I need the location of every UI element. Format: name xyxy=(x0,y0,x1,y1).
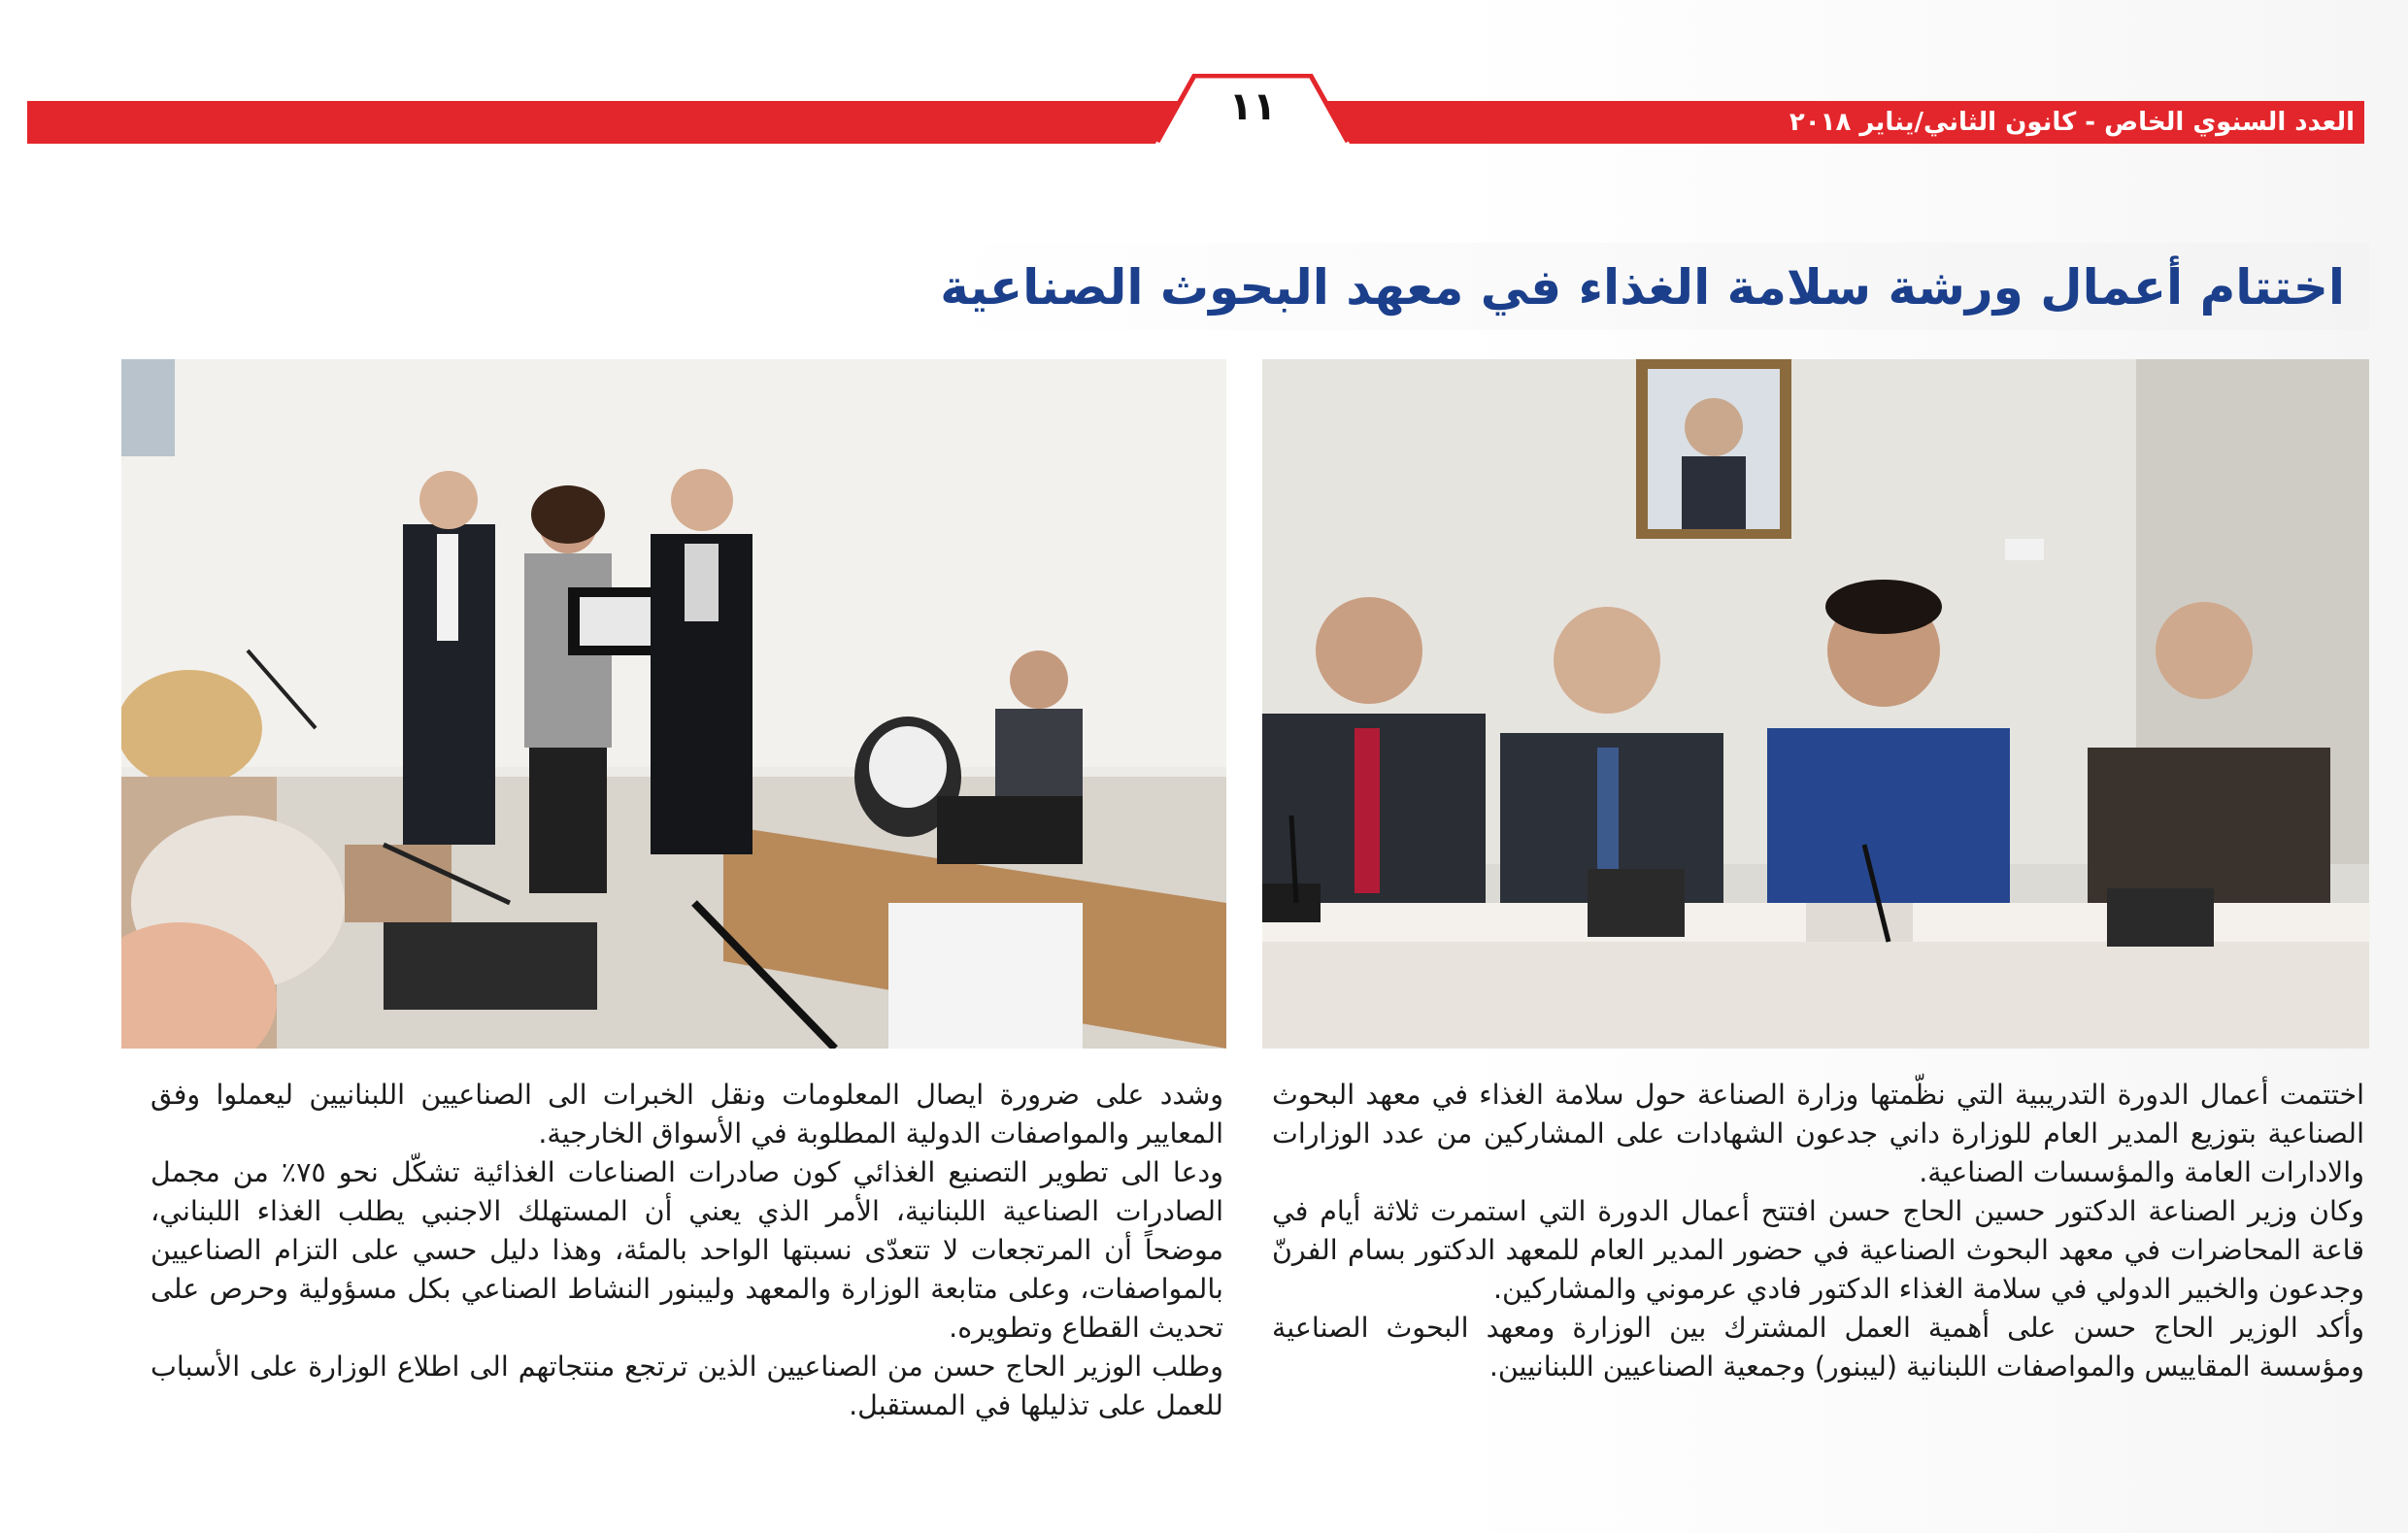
article-column-right xyxy=(1272,1076,2364,1503)
ceremony-certificate-photo xyxy=(121,359,1226,1049)
paragraph: وشدد على ضرورة ايصال المعلومات ونقل الخبرات الى الصناعيين اللبنانيين ليعملوا وفق المعايير والمواصفات الدولية المطلوبة في الأسواق الخارجية. xyxy=(150,1079,1223,1150)
paragraph: وكان وزير الصناعة الدكتور حسين الحاج حسن افتتح أعمال الدورة التي استمرت ثلاثة أيام في قاعة المحاضرات في معهد البحوث الصناعية في حضور المدير العام للمعهد الدكتور بسام الفرنّ وجدعون والخبير الدولي في سلامة الغذاء الدكتور فادي عرموني والمشاركين. xyxy=(1272,1195,2364,1305)
officials-panel-photo xyxy=(1262,359,2369,1049)
paragraph: وطلب الوزير الحاج حسن من الصناعيين الذين ترتجع منتجاتهم الى اطلاع الوزارة على الأسباب للعمل على تذليلها في المستقبل. xyxy=(150,1350,1223,1421)
paragraph: وأكد الوزير الحاج حسن على أهمية العمل المشترك بين الوزارة ومعهد البحوث الصناعية ومؤسسة المقاييس والمواصفات اللبنانية (ليبنور) وجمعية الصناعيين اللبنانيين. xyxy=(1272,1312,2364,1383)
paragraph: اختتمت أعمال الدورة التدريبية التي نظّمتها وزارة الصناعة حول سلامة الغذاء في معهد البحوث الصناعية بتوزيع المدير العام للوزارة داني جدعون الشهادات على المشاركين من عدد الوزارات والادارات العامة والمؤسسات الصناعية. xyxy=(1272,1079,2364,1188)
article-headline: اختتام أعمال ورشة سلامة الغذاء في معهد البحوث الصناعية xyxy=(940,259,2345,316)
issue-date-line: العدد السنوي الخاص - كانون الثاني/يناير ٢٠١٨ xyxy=(1789,108,2355,137)
article-column-left xyxy=(150,1076,1223,1503)
paragraph: ودعا الى تطوير التصنيع الغذائي كون صادرات الصناعات الغذائية تشكّل نحو ٧٥٪ من مجمل الصادرات الصناعية اللبنانية، الأمر الذي يعني أن المستهلك الاجنبي يطلب الغذاء اللبناني، موضحاً أن المرتجعات لا تتعدّى نسبتها الواحد بالمئة، وهذا دليل حسي على التزام الصناعيين بالمواصفات، وعلى متابعة الوزارة والمعهد وليبنور النشاط الصناعي بكل مسؤولية وحرص على تحديث القطاع وتطويره. xyxy=(150,1156,1223,1344)
page-number: ١١ xyxy=(1228,84,1277,129)
header-bar-left xyxy=(27,101,1192,144)
